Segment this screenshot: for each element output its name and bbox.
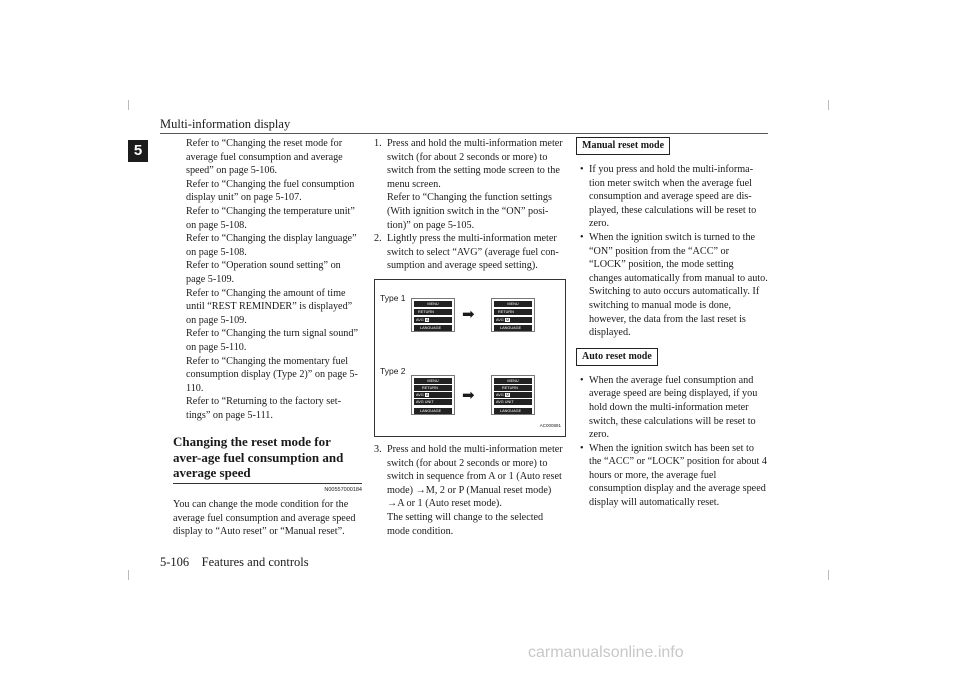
- page-footer: [160, 555, 309, 570]
- type1-label: Type 1: [380, 292, 406, 303]
- menu-row: MENU: [414, 378, 452, 384]
- ref-line: Refer to “Changing the amount of time until “REST REMINDER” is displayed” on page 5-109.: [186, 287, 353, 326]
- selected-mode: A: [425, 317, 429, 322]
- ref-line: Refer to “Operation sound setting” on page 5-109.: [186, 260, 341, 285]
- right-arrow-icon: ➡: [462, 385, 475, 404]
- avg-text: AVG: [496, 392, 504, 397]
- figure-code: AC000881: [539, 423, 561, 429]
- display-panel-type2-after: [491, 375, 535, 415]
- ref-line: Refer to “Changing the fuel consumption display unit” on page 5-107.: [186, 178, 355, 204]
- avg-unit-row: AVG UNIT: [414, 399, 452, 405]
- ref-line: Refer to “Changing the display language” on page 5-108.: [186, 233, 357, 258]
- crop-mark: [128, 100, 129, 110]
- column-left: [173, 137, 362, 539]
- menu-row: MENU: [414, 301, 452, 307]
- avg-text: AVG: [416, 317, 424, 322]
- manual-reset-heading: Manual reset mode: [576, 137, 670, 155]
- selected-mode: M: [505, 317, 509, 322]
- avg-row: [414, 392, 452, 398]
- list-item-text: When the ignition switch has been set to the “ACC” or “LOCK” position for about 4 hours or more, the average fuel consumption display and the average speed display will automatically reset.: [589, 442, 767, 509]
- ref-line: Refer to “Changing the momentary fuel consumption display (Type 2)” on page 5-110.: [186, 355, 358, 394]
- auto-reset-heading: Auto reset mode: [576, 348, 658, 366]
- language-row: LANGUAGE: [494, 408, 532, 414]
- step-number: 2.: [374, 233, 382, 245]
- step-text: Lightly press the multi-information meter switch to select “AVG” (average fuel con-sumption and average speed setting).: [387, 233, 559, 272]
- avg-text: AVG: [416, 392, 424, 397]
- selected-mode: A: [425, 392, 429, 397]
- list-item: [576, 442, 768, 510]
- section-body: You can change the mode condition for the average fuel consumption and average speed display to “Auto reset” or “Manual reset”.: [173, 498, 356, 538]
- selected-mode: M: [505, 392, 509, 397]
- bullet: •: [580, 164, 584, 175]
- menu-row: MENU: [494, 378, 532, 384]
- language-row: LANGUAGE: [494, 325, 532, 331]
- column-middle: [374, 137, 566, 538]
- return-row: RETURN: [414, 309, 452, 315]
- list-item: [576, 374, 768, 442]
- step-number: 3.: [374, 443, 382, 455]
- ref-line: Refer to “Changing the temperature unit” on page 5-108.: [186, 205, 355, 231]
- display-panel-type1-before: [411, 298, 455, 332]
- page-number: 5-106: [160, 555, 190, 569]
- avg-unit-row: AVG UNIT: [494, 399, 532, 405]
- step-number: 1.: [374, 138, 382, 149]
- ref-line: Refer to “Changing the turn signal sound” on page 5-110.: [186, 328, 359, 353]
- menu-figure: [374, 279, 566, 437]
- return-row: RETURN: [494, 309, 532, 315]
- bullet: •: [580, 374, 584, 386]
- watermark: carmanualsonline.info: [528, 644, 684, 661]
- ref-line: Refer to “Changing the reset mode for average fuel consumption and average speed” on page 5-106.: [186, 138, 343, 177]
- step-1-ref: Refer to “Changing the function settings (With ignition switch in the “ON” posi-tion)” on page 5-105.: [387, 192, 552, 231]
- step-3-note: The setting will change to the selected mode condition.: [387, 511, 544, 537]
- display-panel-type2-before: [411, 375, 455, 415]
- manual-note: Switching to auto occurs automatically. If switching to manual mode is done, however, the data from the last reset is displayed.: [589, 286, 760, 339]
- step-3: [374, 443, 566, 511]
- list-item-text: When the average fuel consumption and average speed are being displayed, if you hold down the multi-information meter switch, these calculations will be reset to zero.: [589, 374, 758, 441]
- step-text: Press and hold the multi-information meter switch (for about 2 seconds or more) to switch from the setting mode screen to the menu screen.: [387, 138, 563, 190]
- section-code: N00557000184: [324, 486, 362, 493]
- crop-mark: [128, 570, 129, 580]
- language-row: LANGUAGE: [414, 325, 452, 331]
- heading-rule: [173, 483, 362, 484]
- language-row: LANGUAGE: [414, 408, 452, 414]
- avg-row: [414, 317, 452, 323]
- list-item: [576, 163, 768, 231]
- return-row: RETURN: [494, 385, 532, 391]
- step-text: Press and hold the multi-information meter switch (for about 2 seconds or more) to switch in sequence from A or 1 (Auto reset mode) →M, 2 or P (Manual reset mode) →A or 1 (Auto reset mode).: [387, 443, 563, 510]
- footer-section: Features and controls: [201, 555, 309, 569]
- crop-mark: [828, 570, 829, 580]
- list-item-text: When the ignition switch is turned to the “ON” position from the “ACC” or “LOCK” position, the mode setting changes automatically from manual to auto.: [589, 231, 768, 284]
- avg-row: [494, 317, 532, 323]
- list-item: [576, 231, 768, 285]
- page-header-title: Multi-information display: [160, 117, 291, 131]
- section-heading: Changing the reset mode for aver-age fuel consumption and average speed: [173, 434, 344, 481]
- crop-mark: [828, 100, 829, 110]
- list-item-text: If you press and hold the multi-informa-tion meter switch when the average fuel consumption and average speed are dis-played, these calculations will be reset to zero.: [589, 164, 757, 230]
- chapter-tab: 5: [128, 140, 148, 162]
- step-1: [374, 137, 566, 191]
- step-2: [374, 232, 566, 273]
- return-row: RETURN: [414, 385, 452, 391]
- menu-row: MENU: [494, 301, 532, 307]
- display-panel-type1-after: [491, 298, 535, 332]
- bullet: •: [580, 442, 584, 454]
- type2-label: Type 2: [380, 365, 406, 376]
- column-right: [576, 137, 768, 510]
- header-rule: [160, 133, 768, 134]
- bullet: •: [580, 231, 584, 243]
- avg-row: [494, 392, 532, 398]
- right-arrow-icon: ➡: [462, 304, 475, 323]
- avg-text: AVG: [496, 317, 504, 322]
- ref-line: Refer to “Returning to the factory set-tings” on page 5-111.: [186, 396, 342, 421]
